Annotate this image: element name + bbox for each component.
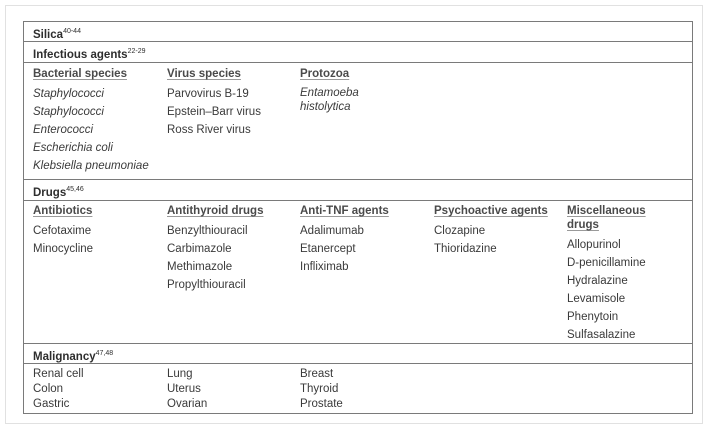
list-item: Sulfasalazine [567, 329, 636, 341]
list-item: D-penicillamine [567, 257, 646, 269]
list-item: Entamoeba histolytica [300, 87, 359, 113]
malignancy-title: Malignancy [33, 351, 96, 363]
silica-refs: 40-44 [63, 28, 81, 35]
infectious-agents-title: Infectious agents [33, 49, 128, 61]
malignancy-header [24, 343, 692, 364]
drugs-title: Drugs [33, 187, 67, 199]
list-item: Ross River virus [167, 124, 251, 136]
silica-header [24, 22, 692, 42]
causes-table [23, 21, 693, 414]
antithyroid-drugs-header: Antithyroid drugs [167, 205, 264, 217]
psychoactive-agents-header: Psychoactive agents [434, 205, 548, 217]
list-item: Parvovirus B-19 [167, 88, 249, 100]
list-item: Hydralazine [567, 275, 628, 287]
list-item: Breast [300, 368, 334, 380]
list-item: Escherichia coli [33, 142, 113, 154]
anti-tnf-agents-column [300, 204, 389, 276]
antibiotics-column [33, 204, 93, 258]
protozoa-header: Protozoa [300, 68, 350, 80]
miscellaneous-drugs-column [567, 204, 667, 344]
virus-species-header: Virus species [167, 68, 241, 80]
list-item: Minocycline [33, 243, 94, 255]
list-item: Staphylococci [33, 88, 104, 100]
list-item: Benzylthiouracil [167, 225, 248, 237]
infectious-agents-header [24, 42, 692, 63]
list-item: Carbimazole [167, 243, 232, 255]
virus-species-column [167, 67, 261, 139]
infectious-agents-refs: 22-29 [127, 48, 146, 55]
bacterial-species-header: Bacterial species [33, 68, 127, 80]
list-item: Uterus [167, 383, 201, 395]
list-item: Infliximab [300, 261, 349, 273]
bacterial-species-column [33, 67, 149, 175]
list-item: Renal cell [33, 368, 84, 380]
list-item: Phenytoin [567, 311, 619, 323]
list-item: Klebsiella pneumoniae [33, 160, 149, 172]
malignancy-column-2 [167, 367, 207, 412]
list-item: Methimazole [167, 261, 233, 273]
drugs-header [24, 179, 692, 201]
list-item: Adalimumab [300, 225, 364, 237]
list-item: Lung [167, 368, 193, 380]
list-item: Levamisole [567, 293, 626, 305]
list-item: Epstein–Barr virus [167, 106, 261, 118]
drugs-refs: 45,46 [66, 186, 84, 193]
list-item: Allopurinol [567, 239, 621, 251]
malignancy-column-3 [300, 367, 343, 412]
list-item: Enterococci [33, 124, 94, 136]
psychoactive-agents-column [434, 204, 548, 258]
list-item: Clozapine [434, 225, 486, 237]
miscellaneous-drugs-header: Miscellaneous drugs [567, 205, 646, 231]
list-item: Gastric [33, 398, 70, 410]
antibiotics-header: Antibiotics [33, 205, 93, 217]
list-item: Etanercept [300, 243, 356, 255]
list-item: Ovarian [167, 398, 208, 410]
list-item: Thyroid [300, 383, 339, 395]
list-item: Thioridazine [434, 243, 497, 255]
malignancy-column-1 [33, 367, 84, 412]
list-item: Colon [33, 383, 64, 395]
figure-frame [5, 5, 703, 424]
list-item: Prostate [300, 398, 343, 410]
silica-title: Silica [33, 29, 64, 41]
malignancy-refs: 47,48 [95, 350, 114, 357]
anti-tnf-agents-header: Anti-TNF agents [300, 205, 389, 217]
protozoa-column [300, 67, 380, 114]
antithyroid-drugs-column [167, 204, 263, 294]
list-item: Cefotaxime [33, 225, 92, 237]
list-item: Staphylococci [33, 106, 104, 118]
list-item: Propylthiouracil [167, 279, 246, 291]
